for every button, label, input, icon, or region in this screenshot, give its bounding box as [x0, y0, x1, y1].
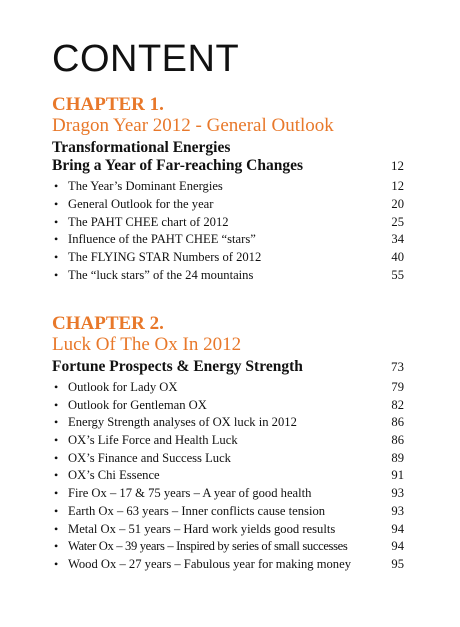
bullet-icon: •	[54, 503, 59, 518]
page-title: CONTENT	[52, 38, 240, 80]
toc-item-text: Metal Ox – 51 years – Hard work yields good results	[68, 521, 336, 536]
chapter-2-section	[52, 314, 404, 574]
chapter-number: CHAPTER 2.	[52, 313, 164, 334]
toc-item	[52, 503, 404, 521]
toc-item-page: 93	[391, 486, 404, 501]
chapter-heading-line-1: Fortune Prospects & Energy Strength	[52, 358, 303, 375]
toc-item-page: 89	[391, 450, 404, 465]
bullet-icon: •	[54, 468, 59, 483]
bullet-icon: •	[54, 232, 59, 247]
toc-item-text: General Outlook for the year	[68, 196, 214, 211]
chapter-heading-line-1: Transformational Energies	[52, 139, 231, 156]
toc-item	[52, 467, 404, 485]
bullet-icon: •	[54, 539, 59, 554]
toc-item-text: Outlook for Gentleman OX	[68, 397, 207, 412]
chapter-title: Luck Of The Ox In 2012	[52, 334, 242, 355]
toc-item	[52, 214, 404, 232]
toc-item	[52, 231, 404, 249]
toc-item-page: 86	[391, 415, 404, 430]
bullet-icon: •	[54, 214, 59, 229]
chapter-heading-row	[52, 358, 404, 376]
toc-item-page: 86	[391, 433, 404, 448]
toc-item-text: The PAHT CHEE chart of 2012	[68, 214, 229, 229]
toc-item	[52, 249, 404, 267]
toc-item-text: Fire Ox – 17 & 75 years – A year of good health	[68, 486, 312, 501]
toc-item	[52, 521, 404, 539]
toc-item-page: 94	[391, 521, 404, 536]
toc-item-text: Wood Ox – 27 years – Fabulous year for making money	[68, 556, 351, 571]
toc-item-text: OX’s Chi Essence	[68, 468, 160, 483]
toc-item	[52, 450, 404, 468]
toc-item-page: 40	[391, 250, 404, 265]
bullet-icon: •	[54, 450, 59, 465]
toc-item-text: Outlook for Lady OX	[68, 380, 178, 394]
chapter-heading	[52, 358, 404, 376]
bullet-icon: •	[54, 521, 59, 536]
toc-item-page: 12	[391, 179, 404, 193]
toc-item	[52, 432, 404, 450]
bullet-icon: •	[54, 486, 59, 501]
bullet-icon: •	[54, 250, 59, 265]
bullet-icon: •	[54, 380, 59, 394]
chapter-title: Dragon Year 2012 - General Outlook	[52, 115, 334, 136]
bullet-icon: •	[54, 415, 59, 430]
toc-item	[52, 538, 404, 556]
bullet-icon: •	[54, 556, 59, 571]
toc-item-text: The FLYING STAR Numbers of 2012	[68, 250, 262, 265]
toc-item-text: The Year’s Dominant Energies	[68, 179, 223, 193]
toc-item-page: 95	[391, 556, 404, 571]
toc-item	[52, 178, 404, 196]
chapter-1-section	[52, 95, 404, 285]
toc-item-page: 91	[391, 468, 404, 483]
toc-item	[52, 196, 404, 214]
toc-item-text: Earth Ox – 63 years – Inner conflicts cause tension	[68, 503, 326, 518]
toc-item-text: Energy Strength analyses of OX luck in 2012	[68, 415, 297, 430]
toc-item-text: Water Ox – 39 years – Inspired by series of small successes	[68, 539, 348, 554]
chapter-heading-page: 12	[391, 158, 404, 173]
toc-item-page: 34	[391, 232, 404, 247]
toc-item-page: 94	[391, 539, 404, 554]
chapter-heading	[52, 139, 404, 175]
toc-item-page: 93	[391, 503, 404, 518]
toc-item-text: Influence of the PAHT CHEE “stars”	[68, 232, 256, 247]
chapter-heading-line-2: Bring a Year of Far-reaching Changes	[52, 157, 303, 174]
toc-item-text: OX’s Finance and Success Luck	[68, 450, 231, 465]
toc-item-text: The “luck stars” of the 24 mountains	[68, 267, 254, 282]
bullet-icon: •	[54, 397, 59, 412]
toc-item-text: OX’s Life Force and Health Luck	[68, 433, 238, 448]
bullet-icon: •	[54, 267, 59, 282]
bullet-icon: •	[54, 433, 59, 448]
toc-item	[52, 267, 404, 285]
toc-item	[52, 379, 404, 397]
toc-item-page: 20	[391, 196, 404, 211]
chapter-heading-page: 73	[391, 359, 404, 374]
toc-item	[52, 397, 404, 415]
chapter-number: CHAPTER 1.	[52, 94, 164, 115]
bullet-icon: •	[54, 196, 59, 211]
toc-item	[52, 485, 404, 503]
toc-item-page: 25	[391, 214, 404, 229]
toc-list	[52, 178, 404, 285]
bullet-icon: •	[54, 179, 59, 193]
toc-item	[52, 556, 404, 574]
toc-item-page: 79	[391, 380, 404, 394]
toc-item	[52, 414, 404, 432]
toc-list	[52, 379, 404, 574]
toc-item-page: 82	[391, 397, 404, 412]
chapter-heading-row	[52, 157, 404, 175]
toc-item-page: 55	[391, 267, 404, 282]
